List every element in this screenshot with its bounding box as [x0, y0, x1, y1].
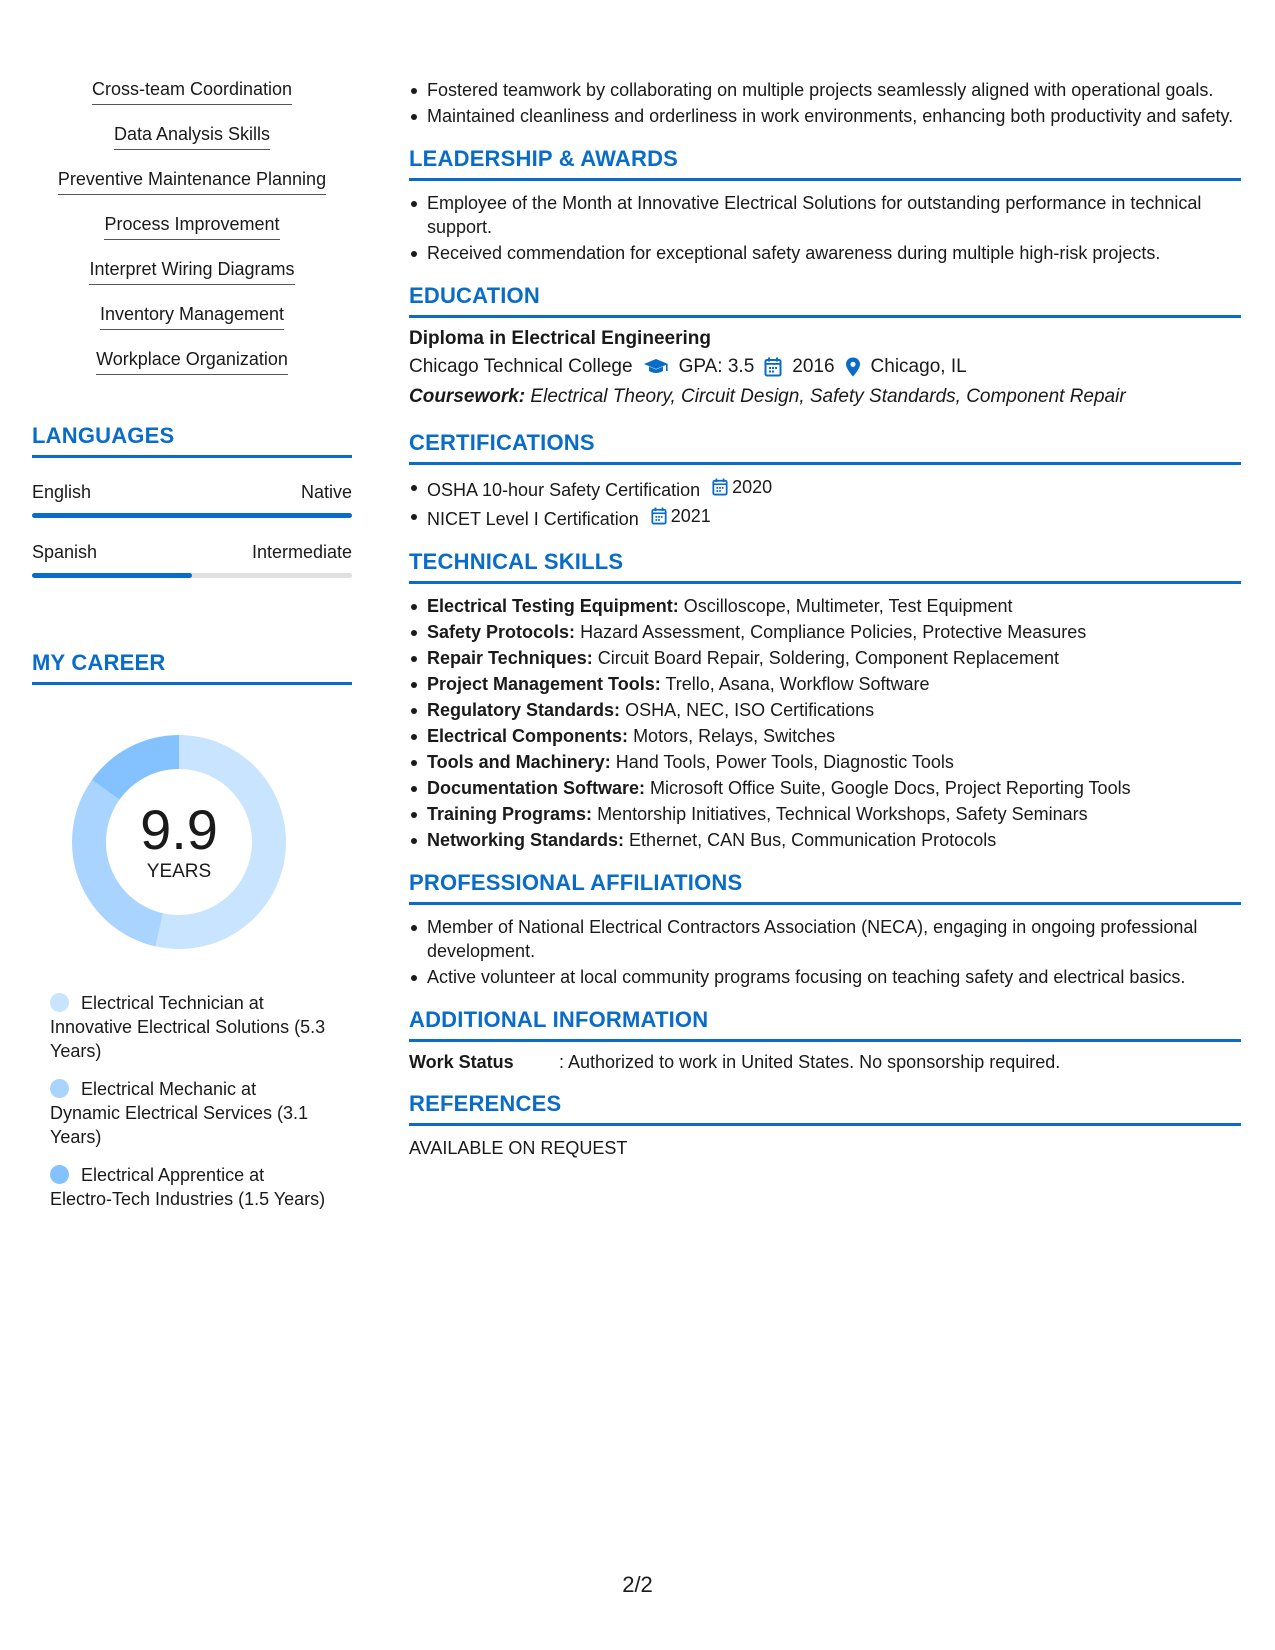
education-degree: Diploma in Electrical Engineering [409, 328, 711, 349]
language-name: Spanish [32, 542, 98, 562]
leadership-section [409, 146, 1241, 265]
language-level: Native [300, 482, 352, 502]
page-number: 2/2 [622, 1572, 653, 1597]
education-gpa: GPA: 3.5 [678, 356, 755, 377]
education-heading: EDUCATION [409, 283, 1241, 318]
skill-value: Microsoft Office Suite, Google Docs, Project Reporting Tools [650, 778, 1131, 798]
skill-label: Electrical Components: [427, 726, 629, 746]
career-legend-item [50, 991, 330, 1063]
career-legend-text: Electrical Technician at Innovative Electrical Solutions (5.3 Years) [50, 993, 326, 1061]
technical-skill-item [409, 594, 1241, 618]
skill-value: Hazard Assessment, Compliance Policies, Protective Measures [580, 622, 1087, 642]
experience-bullets [409, 78, 1241, 128]
skill-label: Tools and Machinery: [427, 752, 611, 772]
technical-skills-section [409, 549, 1241, 852]
certification-name: NICET Level I Certification [427, 509, 639, 529]
skill-label: Regulatory Standards: [427, 700, 621, 720]
skill-label: Training Programs: [427, 804, 593, 824]
right-column [409, 78, 1241, 1159]
skill-label: Repair Techniques: [427, 648, 593, 668]
skill-value: Mentorship Initiatives, Technical Workshops, Safety Seminars [597, 804, 1088, 824]
language-name: English [32, 482, 92, 502]
career-legend-item [50, 1077, 330, 1149]
legend-dot [50, 1165, 69, 1184]
career-total-years: 9.9 [140, 798, 218, 861]
skill-value: Motors, Relays, Switches [633, 726, 836, 746]
language-level-fill [32, 573, 192, 578]
skill-label: Documentation Software: [427, 778, 646, 798]
affiliations-section [409, 870, 1241, 989]
technical-skill-item [409, 698, 1241, 722]
references-section [409, 1091, 1241, 1159]
skill-item: Workplace Organization [96, 348, 288, 375]
career-donut-chart [66, 729, 292, 955]
career-legend [50, 991, 330, 1211]
affiliation-item: Member of National Electrical Contractors Association (NECA), engaging in ongoing professional development. [409, 915, 1241, 963]
skill-value: Trello, Asana, Workflow Software [665, 674, 930, 694]
technical-skill-item [409, 646, 1241, 670]
language-level-bar [32, 513, 352, 518]
language-level-fill [32, 513, 352, 518]
leadership-item: Employee of the Month at Innovative Electrical Solutions for outstanding performance in technical support. [409, 191, 1241, 239]
left-column [32, 78, 352, 1225]
skill-label: Networking Standards: [427, 830, 625, 850]
skill-item: Process Improvement [104, 213, 279, 240]
languages-heading: LANGUAGES [32, 423, 352, 458]
affiliations-heading: PROFESSIONAL AFFILIATIONS [409, 870, 1241, 905]
calendar-icon [764, 357, 782, 377]
skill-value: Hand Tools, Power Tools, Diagnostic Tools [615, 752, 954, 772]
education-section [409, 283, 1241, 408]
experience-bullet: Maintained cleanliness and orderliness in work environments, enhancing both productivity and safety. [409, 104, 1241, 128]
experience-bullet: Fostered teamwork by collaborating on multiple projects seamlessly aligned with operational goals. [409, 78, 1241, 102]
technical-skill-item [409, 724, 1241, 748]
education-year: 2016 [792, 356, 835, 377]
graduation-cap-icon [643, 358, 669, 376]
education-location: Chicago, IL [870, 356, 967, 377]
skill-value: Ethernet, CAN Bus, Communication Protocols [629, 830, 997, 850]
language-english [32, 482, 352, 518]
coursework-label: Coursework: [409, 386, 526, 407]
education-coursework [409, 386, 1241, 408]
technical-skill-item [409, 620, 1241, 644]
career-legend-text: Electrical Apprentice at Electro-Tech Industries (1.5 Years) [50, 1165, 326, 1209]
location-pin-icon [845, 357, 861, 377]
skills-list [32, 78, 352, 393]
references-heading: REFERENCES [409, 1091, 1241, 1126]
references-text: AVAILABLE ON REQUEST [409, 1138, 628, 1158]
technical-skills-heading: TECHNICAL SKILLS [409, 549, 1241, 584]
skill-label: Safety Protocols: [427, 622, 576, 642]
certification-year: 2020 [732, 477, 773, 497]
technical-skill-item [409, 750, 1241, 774]
technical-skill-item [409, 828, 1241, 852]
work-status-label: Work Status [409, 1052, 514, 1072]
affiliation-item: Active volunteer at local community programs focusing on teaching safety and electrical basics. [409, 965, 1241, 989]
legend-dot [50, 993, 69, 1012]
leadership-heading: LEADERSHIP & AWARDS [409, 146, 1241, 181]
certification-item [409, 504, 1241, 531]
skill-item: Interpret Wiring Diagrams [89, 258, 294, 285]
skill-item: Preventive Maintenance Planning [58, 168, 326, 195]
legend-dot [50, 1079, 69, 1098]
technical-skill-item [409, 776, 1241, 800]
technical-skills-list [409, 594, 1241, 852]
skill-item: Inventory Management [100, 303, 284, 330]
language-level: Intermediate [251, 542, 352, 562]
skill-label: Electrical Testing Equipment: [427, 596, 679, 616]
skill-value: Circuit Board Repair, Soldering, Component Replacement [597, 648, 1059, 668]
career-total-unit: YEARS [146, 861, 212, 882]
certification-name: OSHA 10-hour Safety Certification [427, 480, 701, 500]
additional-info-heading: ADDITIONAL INFORMATION [409, 1007, 1241, 1042]
certifications-section [409, 430, 1241, 531]
additional-info-section [409, 1007, 1241, 1073]
work-status-value: : Authorized to work in United States. No sponsorship required. [559, 1052, 1061, 1072]
career-legend-item [50, 1163, 330, 1211]
career-legend-text: Electrical Mechanic at Dynamic Electrical Services (3.1 Years) [50, 1079, 309, 1147]
technical-skill-item [409, 802, 1241, 826]
skill-value: OSHA, NEC, ISO Certifications [625, 700, 875, 720]
coursework-text: Electrical Theory, Circuit Design, Safety Standards, Component Repair [530, 386, 1126, 407]
calendar-icon [712, 478, 728, 496]
skill-item: Data Analysis Skills [114, 123, 270, 150]
certifications-heading: CERTIFICATIONS [409, 430, 1241, 465]
education-school: Chicago Technical College [409, 356, 633, 377]
calendar-icon [651, 507, 667, 525]
skill-label: Project Management Tools: [427, 674, 661, 694]
skill-item: Cross-team Coordination [92, 78, 292, 105]
skill-value: Oscilloscope, Multimeter, Test Equipment [683, 596, 1013, 616]
career-heading: MY CAREER [32, 650, 352, 685]
leadership-item: Received commendation for exceptional safety awareness during multiple high-risk projects. [409, 241, 1241, 265]
technical-skill-item [409, 672, 1241, 696]
certification-item [409, 475, 1241, 502]
language-spanish [32, 542, 352, 578]
certification-year: 2021 [670, 506, 711, 526]
language-level-bar [32, 573, 352, 578]
